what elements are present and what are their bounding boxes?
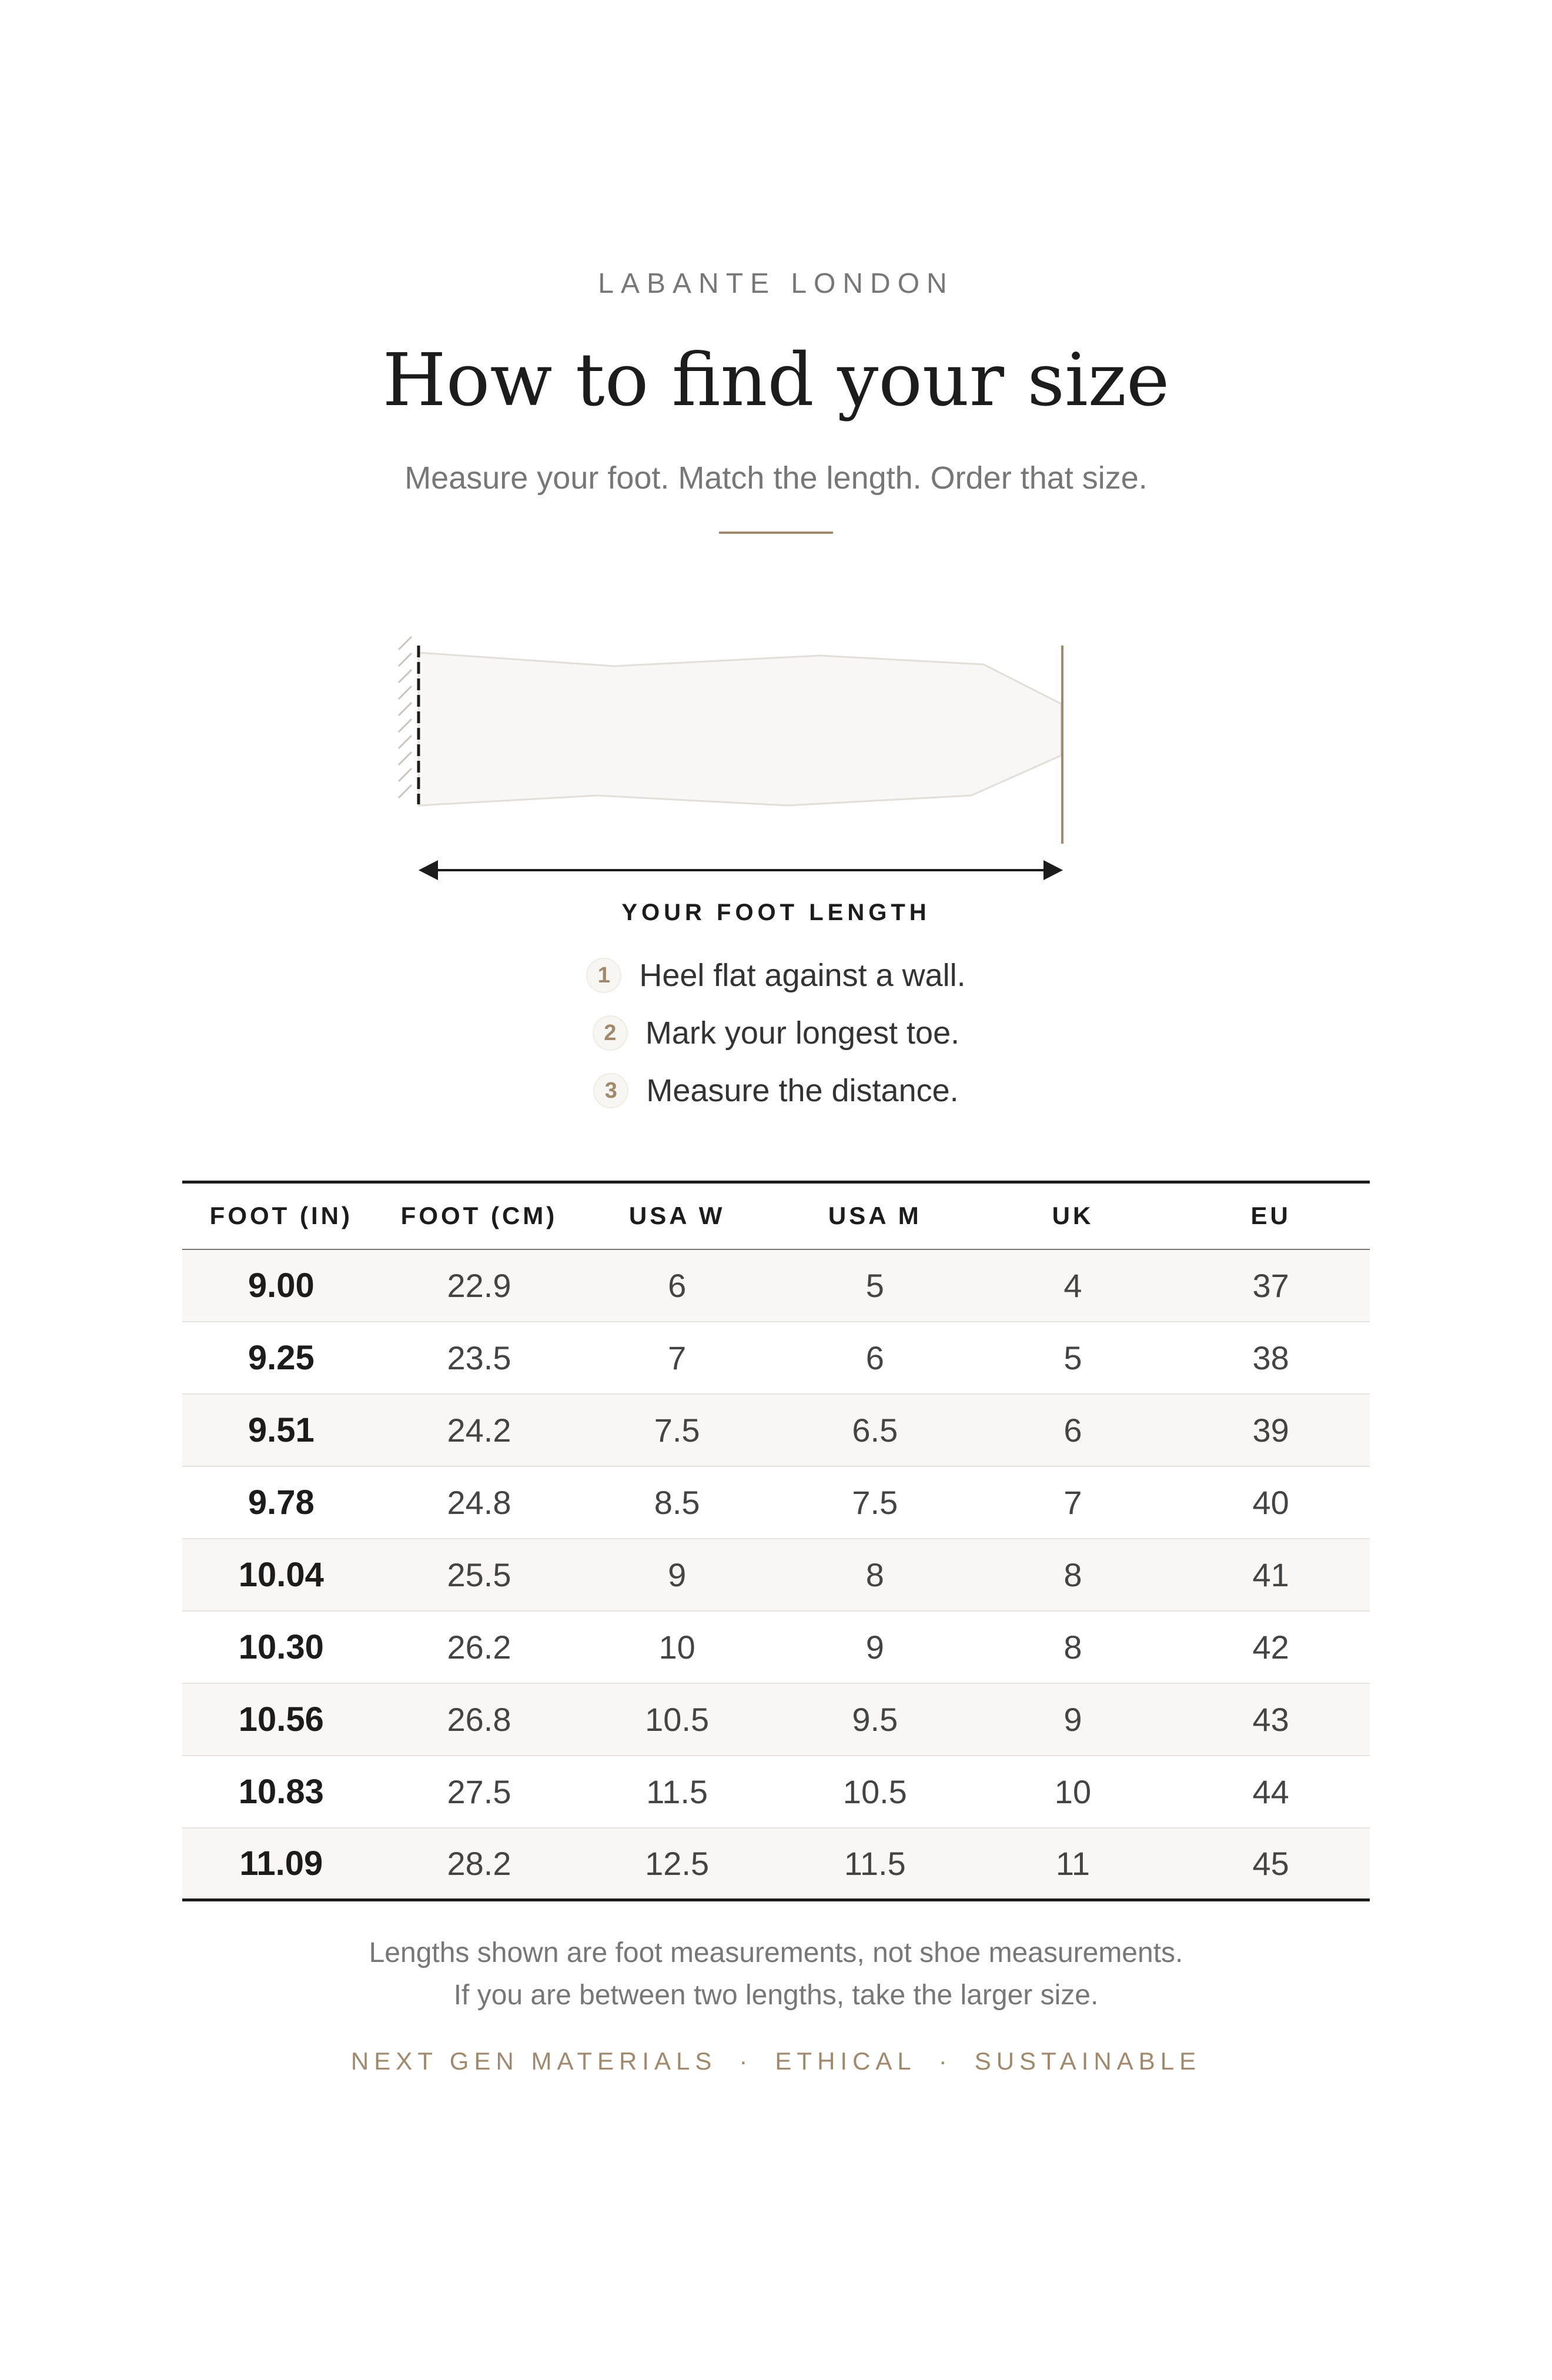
column-header-foot-in: FOOT (IN) bbox=[182, 1182, 380, 1249]
foot-length-label: YOUR FOOT LENGTH bbox=[621, 900, 931, 925]
table-row bbox=[182, 1394, 1370, 1466]
cell-foot-in: 9.78 bbox=[182, 1466, 380, 1539]
table-row bbox=[182, 1249, 1370, 1322]
brand-tagline bbox=[0, 2047, 1552, 2075]
cell-eu: 37 bbox=[1172, 1249, 1370, 1322]
cell-uk: 6 bbox=[974, 1394, 1172, 1466]
cell-foot-cm: 28.2 bbox=[380, 1828, 578, 1900]
cell-uk: 8 bbox=[974, 1539, 1172, 1611]
cell-foot-in: 9.00 bbox=[182, 1249, 380, 1322]
foot-measurement-diagram bbox=[388, 611, 1093, 894]
cell-foot-cm: 23.5 bbox=[380, 1322, 578, 1394]
cell-eu: 41 bbox=[1172, 1539, 1370, 1611]
header-row bbox=[182, 1182, 1370, 1249]
cell-usa-m: 6 bbox=[776, 1322, 974, 1394]
cell-eu: 39 bbox=[1172, 1394, 1370, 1466]
cell-uk: 10 bbox=[974, 1756, 1172, 1828]
step-item bbox=[0, 1004, 1552, 1062]
cell-usa-w: 8.5 bbox=[578, 1466, 776, 1539]
cell-foot-in: 9.25 bbox=[182, 1322, 380, 1394]
cell-usa-w: 12.5 bbox=[578, 1828, 776, 1900]
cell-foot-in: 10.30 bbox=[182, 1611, 380, 1683]
page-subtitle: Measure your foot. Match the length. Order that size. bbox=[404, 460, 1148, 496]
table-row bbox=[182, 1611, 1370, 1683]
table-row bbox=[182, 1828, 1370, 1900]
cell-foot-in: 10.83 bbox=[182, 1756, 380, 1828]
cell-eu: 42 bbox=[1172, 1611, 1370, 1683]
cell-usa-w: 10.5 bbox=[578, 1683, 776, 1756]
cell-foot-cm: 26.8 bbox=[380, 1683, 578, 1756]
tagline-item: NEXT GEN MATERIALS bbox=[350, 2047, 717, 2075]
cell-foot-in: 11.09 bbox=[182, 1828, 380, 1900]
step-number: 3 bbox=[593, 1073, 628, 1108]
cell-uk: 9 bbox=[974, 1683, 1172, 1756]
cell-uk: 8 bbox=[974, 1611, 1172, 1683]
table-row bbox=[182, 1322, 1370, 1394]
step-number: 2 bbox=[593, 1015, 628, 1051]
cell-usa-m: 9.5 bbox=[776, 1683, 974, 1756]
cell-uk: 7 bbox=[974, 1466, 1172, 1539]
cell-usa-w: 7.5 bbox=[578, 1394, 776, 1466]
brand-name: LABANTE LONDON bbox=[598, 268, 954, 299]
cell-foot-cm: 25.5 bbox=[380, 1539, 578, 1611]
table-row bbox=[182, 1539, 1370, 1611]
column-header-eu: EU bbox=[1172, 1182, 1370, 1249]
measurement-steps bbox=[0, 947, 1552, 1119]
cell-usa-m: 7.5 bbox=[776, 1466, 974, 1539]
column-header-foot-cm: FOOT (CM) bbox=[380, 1182, 578, 1249]
length-arrow bbox=[419, 860, 1063, 880]
cell-uk: 11 bbox=[974, 1828, 1172, 1900]
cell-eu: 44 bbox=[1172, 1756, 1370, 1828]
cell-usa-m: 9 bbox=[776, 1611, 974, 1683]
cell-foot-cm: 22.9 bbox=[380, 1249, 578, 1322]
table-row bbox=[182, 1466, 1370, 1539]
step-item bbox=[0, 947, 1552, 1004]
cell-eu: 43 bbox=[1172, 1683, 1370, 1756]
size-chart-table bbox=[182, 1181, 1370, 1901]
cell-usa-m: 10.5 bbox=[776, 1756, 974, 1828]
table-body bbox=[182, 1249, 1370, 1900]
cell-foot-cm: 24.2 bbox=[380, 1394, 578, 1466]
foot-silhouette bbox=[419, 653, 1061, 805]
step-item bbox=[0, 1062, 1552, 1119]
step-text: Mark your longest toe. bbox=[645, 1015, 960, 1051]
cell-usa-m: 8 bbox=[776, 1539, 974, 1611]
cell-usa-m: 5 bbox=[776, 1249, 974, 1322]
cell-usa-m: 6.5 bbox=[776, 1394, 974, 1466]
footnote-line-1: Lengths shown are foot measurements, not shoe measurements. bbox=[369, 1937, 1183, 1968]
footnote-line-2: If you are between two lengths, take the larger size. bbox=[453, 1980, 1099, 2011]
column-header-usa-m: USA M bbox=[776, 1182, 974, 1249]
table-row bbox=[182, 1683, 1370, 1756]
table-header bbox=[182, 1182, 1370, 1249]
table-row bbox=[182, 1756, 1370, 1828]
cell-foot-in: 9.51 bbox=[182, 1394, 380, 1466]
cell-foot-in: 10.04 bbox=[182, 1539, 380, 1611]
cell-eu: 45 bbox=[1172, 1828, 1370, 1900]
cell-usa-w: 10 bbox=[578, 1611, 776, 1683]
step-text: Heel flat against a wall. bbox=[639, 958, 966, 993]
cell-usa-w: 7 bbox=[578, 1322, 776, 1394]
tagline-separator: · bbox=[739, 2047, 753, 2075]
column-header-usa-w: USA W bbox=[578, 1182, 776, 1249]
cell-foot-cm: 27.5 bbox=[380, 1756, 578, 1828]
tagline-item: ETHICAL bbox=[775, 2047, 917, 2075]
step-text: Measure the distance. bbox=[646, 1073, 959, 1108]
cell-foot-cm: 26.2 bbox=[380, 1611, 578, 1683]
cell-usa-m: 11.5 bbox=[776, 1828, 974, 1900]
cell-eu: 40 bbox=[1172, 1466, 1370, 1539]
column-header-uk: UK bbox=[974, 1182, 1172, 1249]
tagline-separator: · bbox=[938, 2047, 952, 2075]
accent-divider bbox=[719, 532, 833, 534]
wall-hatching bbox=[399, 637, 412, 798]
cell-foot-in: 10.56 bbox=[182, 1683, 380, 1756]
tagline-item: SUSTAINABLE bbox=[974, 2047, 1202, 2075]
cell-uk: 5 bbox=[974, 1322, 1172, 1394]
cell-eu: 38 bbox=[1172, 1322, 1370, 1394]
cell-foot-cm: 24.8 bbox=[380, 1466, 578, 1539]
cell-usa-w: 11.5 bbox=[578, 1756, 776, 1828]
cell-usa-w: 6 bbox=[578, 1249, 776, 1322]
cell-uk: 4 bbox=[974, 1249, 1172, 1322]
step-number: 1 bbox=[586, 958, 621, 993]
cell-usa-w: 9 bbox=[578, 1539, 776, 1611]
page-title: How to find your size bbox=[382, 338, 1170, 423]
